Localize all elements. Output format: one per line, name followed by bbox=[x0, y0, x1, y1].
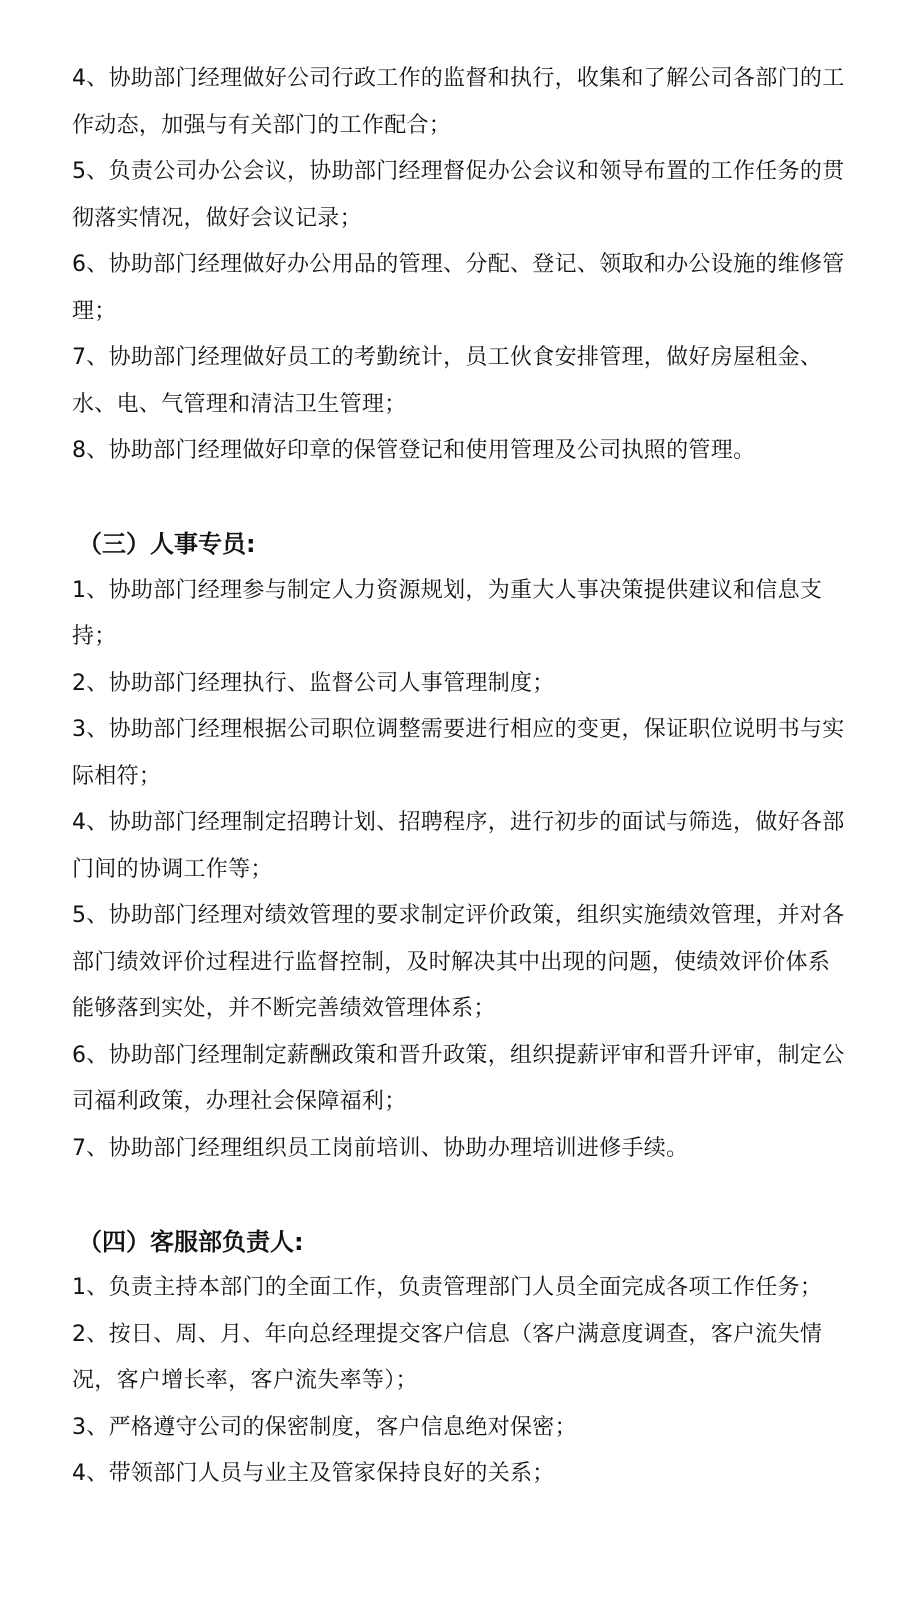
paragraph-admin-item-8: 8、协助部门经理做好印章的保管登记和使用管理及公司执照的管理。 bbox=[72, 438, 756, 463]
section-heading-hr-specialist: （三）人事专员: bbox=[78, 530, 256, 558]
paragraph-hr-item-2: 2、协助部门经理执行、监督公司人事管理制度； bbox=[72, 670, 555, 696]
paragraph-admin-item-5: 5、负责公司办公会议，协助部门经理督促办公会议和领导布置的工作任务的贯彻落实情况，做好会议记录； bbox=[72, 159, 845, 231]
paragraph-cs-item-4: 4、带领部门人员与业主及管家保持良好的关系； bbox=[72, 1461, 555, 1486]
paragraph-admin-item-4: 4、协助部门经理做好公司行政工作的监督和执行，收集和了解公司各部门的工作动态，加强与有关部门的工作配合； bbox=[72, 66, 845, 138]
paragraph-cs-item-3: 3、严格遵守公司的保密制度，客户信息绝对保密； bbox=[72, 1414, 577, 1440]
paragraph-hr-item-4: 4、协助部门经理制定招聘计划、招聘程序，进行初步的面试与筛选，做好各部门间的协调工作等； bbox=[72, 810, 845, 882]
paragraph-hr-item-5: 5、协助部门经理对绩效管理的要求制定评价政策，组织实施绩效管理，并对各部门绩效评价过程进行监督控制，及时解决其中出现的问题，使绩效评价体系能够落到实处，并不断完善绩效管理体系； bbox=[72, 903, 845, 1021]
paragraph-cs-item-1: 1、负责主持本部门的全面工作，负责管理部门人员全面完成各项工作任务； bbox=[72, 1275, 823, 1300]
section-spacer bbox=[72, 1172, 849, 1219]
section-heading-customer-service-lead: （四）客服部负责人: bbox=[78, 1227, 304, 1256]
paragraph-hr-item-3: 3、协助部门经理根据公司职位调整需要进行相应的变更，保证职位说明书与实际相符； bbox=[72, 717, 845, 789]
section-spacer bbox=[72, 475, 849, 522]
paragraph-cs-item-2: 2、按日、周、月、年向总经理提交客户信息（客户满意度调查，客户流失情况，客户增长率，客户流失率等）； bbox=[72, 1321, 823, 1393]
paragraph-hr-item-7: 7、协助部门经理组织员工岗前培训、协助办理培训进修手续。 bbox=[72, 1135, 689, 1161]
paragraph-admin-item-6: 6、协助部门经理做好办公用品的管理、分配、登记、领取和办公设施的维修管理； bbox=[72, 252, 845, 324]
paragraph-hr-item-6: 6、协助部门经理制定薪酬政策和晋升政策，组织提薪评审和晋升评审，制定公司福利政策，办理社会保障福利； bbox=[72, 1042, 845, 1114]
paragraph-hr-item-1: 1、协助部门经理参与制定人力资源规划，为重大人事决策提供建议和信息支持； bbox=[72, 577, 823, 649]
paragraph-admin-item-7: 7、协助部门经理做好员工的考勤统计，员工伙食安排管理，做好房屋租金、水、电、气管理和清洁卫生管理； bbox=[72, 345, 823, 417]
